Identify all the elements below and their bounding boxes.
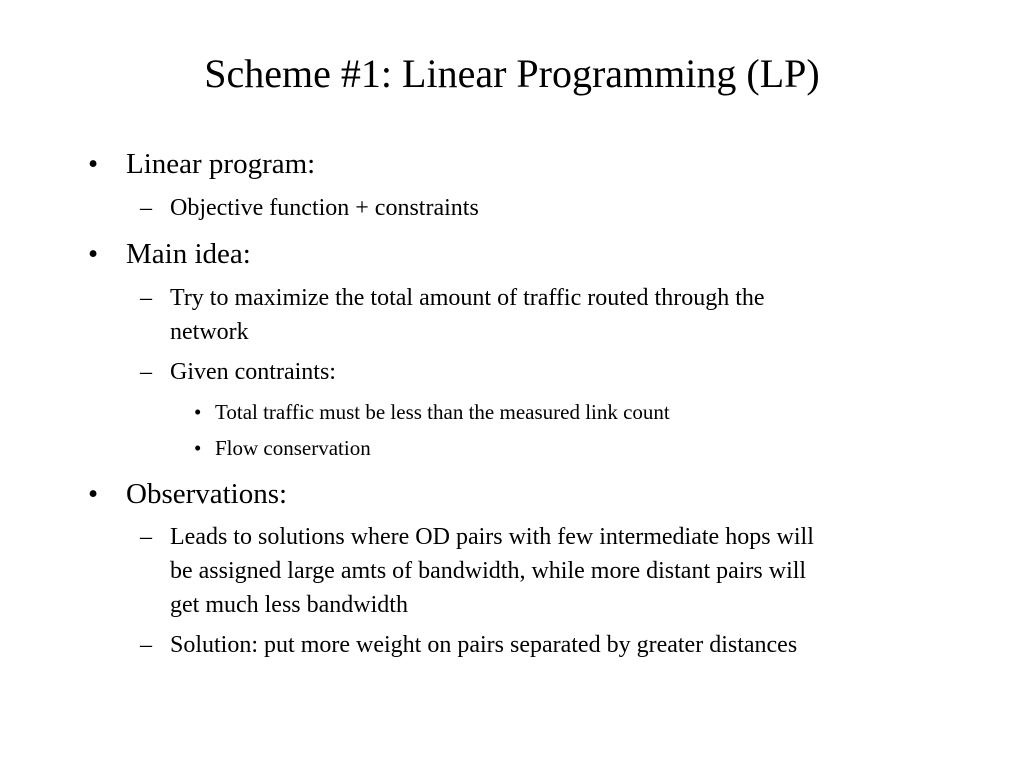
dash-marker: –: [140, 632, 152, 658]
subitem-text-line-3: get much less bandwidth: [170, 592, 408, 618]
subitem-text: Solution: put more weight on pairs separated by greater distances: [170, 632, 798, 658]
bullet-text: Linear program:: [126, 148, 316, 180]
subitem-text-line-1: Try to maximize the total amount of traffic routed through the: [170, 285, 765, 311]
subitem-text-line-2: be assigned large amts of bandwidth, while more distant pairs will: [170, 558, 807, 584]
subitem-text: Objective function + constraints: [170, 195, 479, 221]
dash-marker: –: [140, 195, 152, 221]
subitem-text-line-2: network: [170, 319, 249, 345]
bullet-marker-small: •: [194, 436, 202, 460]
subitem-text: Given contraints:: [170, 359, 336, 385]
subitem-text-line-1: Leads to solutions where OD pairs with few intermediate hops will: [170, 524, 814, 550]
bullet-text: Observations:: [126, 478, 288, 510]
bullet-marker: •: [88, 238, 99, 270]
subsubitem-text: Total traffic must be less than the measured link count: [215, 400, 670, 424]
bullet-marker-small: •: [194, 400, 202, 424]
subsubitem-text: Flow conservation: [215, 436, 371, 460]
slide-title: Scheme #1: Linear Programming (LP): [204, 51, 820, 96]
dash-marker: –: [140, 285, 152, 311]
bullet-marker: •: [88, 478, 99, 510]
dash-marker: –: [140, 524, 152, 550]
bullet-text: Main idea:: [126, 238, 251, 270]
dash-marker: –: [140, 359, 152, 385]
bullet-marker: •: [88, 148, 99, 180]
